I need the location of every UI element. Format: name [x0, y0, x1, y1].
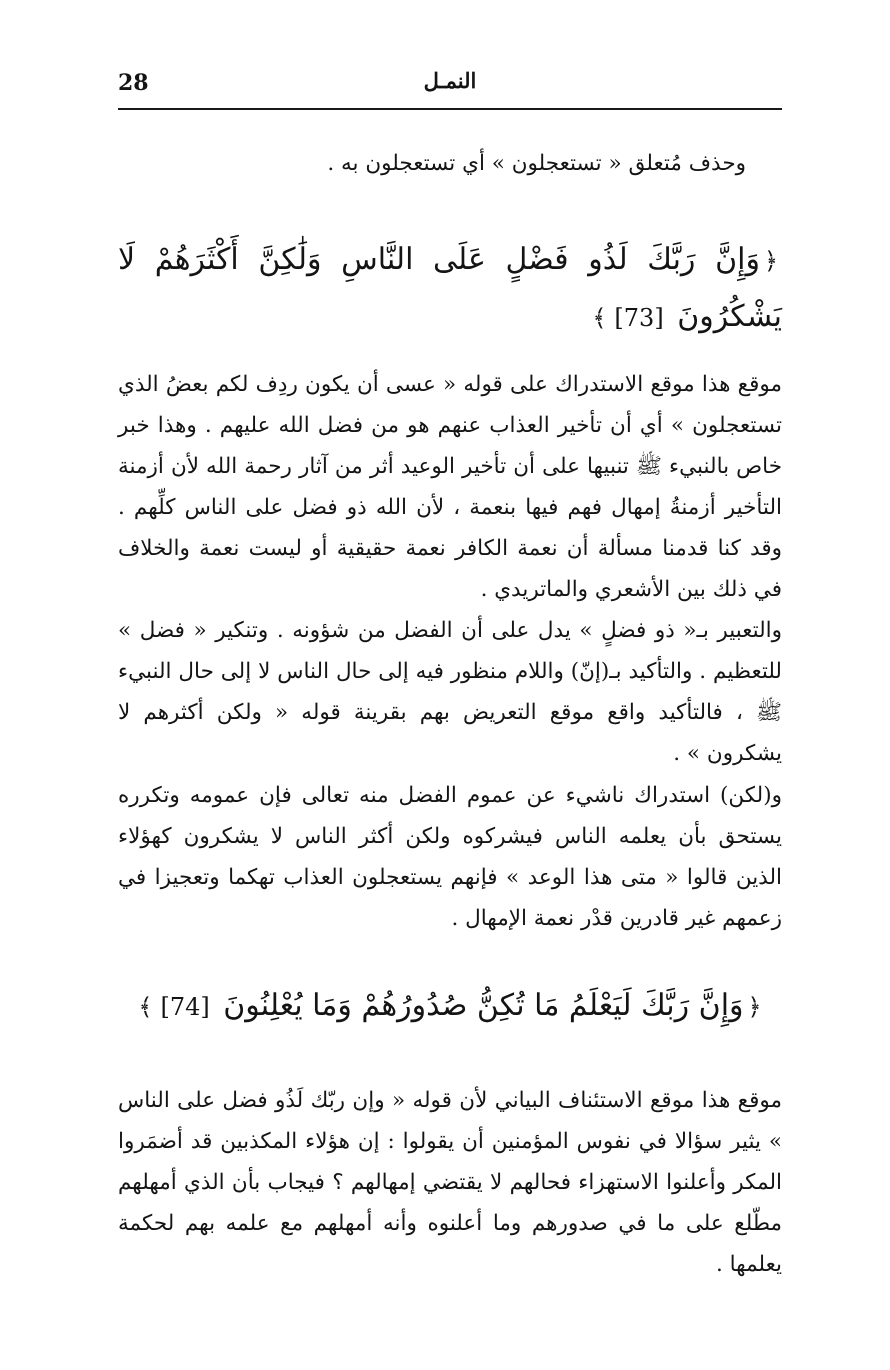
commentary-paragraph-2: والتعبير بـ« ذو فضلٍ » يدل على أن الفضل من شؤونه . وتنكير « فضل » للتعظيم . والتأكيد بـ(إنّ) واللام منظور فيه إلى حال الناس لا إلى حال النبيء ﷺ ، فالتأكيد واقع موقع التعريض بهم بقرينة قوله « ولكن أكثرهم لا يشكرون » .	[118, 618, 782, 766]
verse-73-text: وَإِنَّ رَبَّكَ لَذُو فَضْلٍ عَلَى النَّاسِ وَلَٰكِنَّ أَكْثَرَهُمْ لَا يَشْكُرُونَ	[118, 242, 782, 334]
verse-73-number: [73]	[614, 304, 664, 332]
verse-open-ornament: ﴿	[747, 993, 762, 1021]
intro-text: وحذف مُتعلق « تستعجلون » أي تستعجلون به .	[327, 151, 746, 176]
page-number: 28	[118, 70, 149, 96]
commentary-paragraph-1: موقع هذا موقع الاستدراك على قوله « عسى أن يكون ردِف لكم بعضُ الذي تستعجلون » أي أن تأخير العذاب عنهم هو من فضل الله عليهم . وهذا خبر خاص بالنبيء ﷺ تنبيها على أن تأخير الوعيد أثر من آثار رحمة الله لأن أزمنة التأخير أزمنةُ إمهال فهم فيها بنعمة ، لأن الله ذو فضل على الناس كلِّهم . وقد كنا قدمنا مسألة أن نعمة الكافر نعمة حقيقية أو ليست نعمة والخلاف في ذلك بين الأشعري والماتريدي .	[118, 372, 782, 602]
verse-74	[118, 978, 782, 1035]
intro-line	[118, 143, 782, 184]
commentary-paragraph-4: موقع هذا موقع الاستئناف البياني لأن قوله « وإن ربّك لَذُو فضل على الناس » يثير سؤالا في نفوس المؤمنين أن يقولوا : إن هؤلاء المكذبين قد أضمَروا المكر وأعلنوا الاستهزاء فحالهم لا يقتضي إمهالهم ؟ فيجاب بأن الذي أمهلهم مطّلع على ما في صدورهم وما أعلنوه وأنه أمهلهم مع علمه بهم لحكمة يعلمها .	[118, 1088, 782, 1277]
commentary-paragraph-3: و(لكن) استدراك ناشيء عن عموم الفضل منه تعالى فإن عمومه وتكرره يستحق بأن يعلمه الناس فيشركوه ولكن أكثر الناس لا يشكرون كهؤلاء الذين قالوا « متى هذا الوعد » فإنهم يستعجلون العذاب تهكما وتعجيزا في زعمهم غير قادرين قدْر نعمة الإمهال .	[118, 783, 782, 931]
running-title: النمـل	[423, 68, 477, 93]
verse-74-text: وَإِنَّ رَبَّكَ لَيَعْلَمُ مَا تُكِنُّ صُدُورُهُمْ وَمَا يُعْلِنُونَ	[223, 988, 744, 1023]
page-header	[118, 60, 782, 110]
verse-open-ornament: ﴿	[763, 247, 778, 275]
verse-close-ornament: ﴾	[592, 304, 607, 332]
verse-73	[118, 232, 782, 346]
verse-74-number: [74]	[160, 993, 210, 1021]
verse-close-ornament: ﴾	[138, 993, 153, 1021]
